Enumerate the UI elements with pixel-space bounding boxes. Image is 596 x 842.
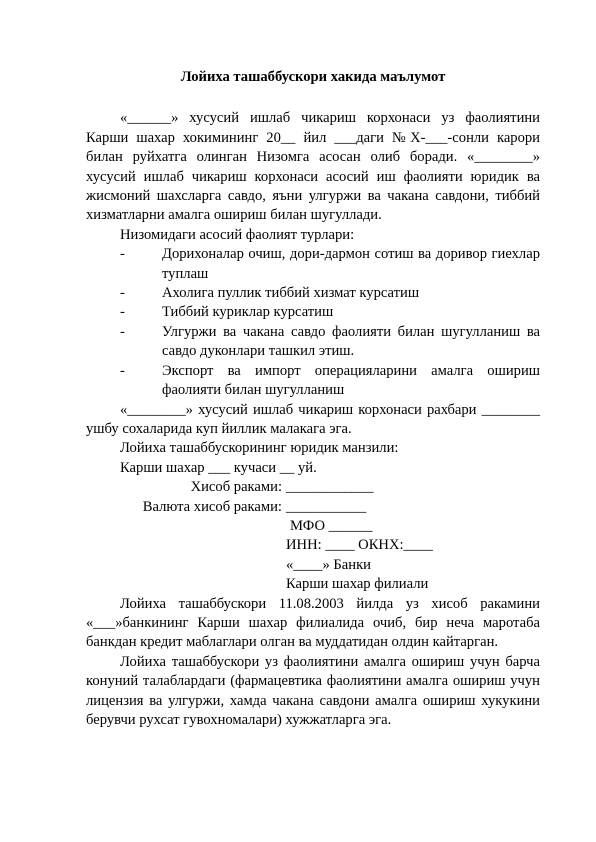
list-item (120, 245, 540, 284)
list-item-text: Тиббий куриклар курсатиш (162, 304, 334, 321)
intro-paragraph: «______» хусусий ишлаб чикариш корхонаси уз фаолиятини Карши шахар хокимининг 20__ йил ___даги №Х-___-сонли карори билан руйхатга олинган Низомга асосан олиб боради. «________» хусусий ишлаб чикариш корхонаси асосий иш фаолияти юридик ва жисмоний шахсларга савдо, яъни улгуржи ва чакана савдони, тиббий хизматларни амалга ошириш билан шугуллади. (86, 110, 540, 224)
document-title: Лойиха ташаббускори хакида маълумот (180, 69, 446, 85)
list-item (120, 284, 540, 303)
list-bullet: - (120, 362, 125, 379)
list-item (120, 362, 540, 401)
activities-heading: Низомидаги асосий фаолият турлари: (120, 226, 355, 243)
mfo-line: МФО ______ (290, 517, 373, 534)
list-bullet: - (120, 323, 125, 340)
list-bullet: - (120, 246, 125, 263)
list-bullet: - (120, 304, 125, 321)
list-item-text: Улгуржи ва чакана савдо фаолияти билан шугулланиш ва савдо дуконлари ташкил этиш. (162, 323, 540, 360)
bank-history-paragraph: Лойиха ташаббускори 11.08.2003 йилда уз хисоб ракамини «___»банкининг Карши шахар филиалида очиб, бир неча маротаба банкдан кредит маблаглари олган ва муддатидан олдин кайтарган. (86, 595, 540, 651)
list-item-text: Ахолига пуллик тиббий хизмат курсатиш (162, 285, 420, 302)
currency-account-row (86, 498, 540, 517)
inn-line: ИНН: ____ ОКНХ:____ (286, 537, 433, 554)
list-bullet: - (120, 285, 125, 302)
list-item-text: Дорихоналар очиш, дори-дармон сотиш ва доривор гиехлар туплаш (162, 246, 540, 282)
address-heading: Лойиха ташаббускорининг юридик манзили: (120, 440, 399, 457)
document-page (86, 68, 540, 730)
currency-account-label: Валюта хисоб раками: (142, 498, 282, 515)
account-label: Хисоб раками: (190, 479, 282, 496)
bank-branch-line: Карши шахар филиали (286, 576, 429, 593)
bank-name-line: «____» Банки (286, 556, 371, 573)
account-value: ____________ (286, 479, 374, 496)
address-line: Карши шахар ___ кучаси __ уй. (120, 459, 317, 476)
list-item-text: Экспорт ва импорт операцияларини амалга ошириш фаолияти билан шугулланиш (162, 362, 540, 399)
license-paragraph: Лойиха ташаббускори уз фаолиятини амалга ошириш учун барча конуний талаблардаги (фармацевтика фаолиятини амалга ошириш учун лицензия ва улгуржи, хамда чакана савдони амалга ошириш хукукини берувчи рухсат гувохномалари) хужжатларга эга. (86, 653, 540, 728)
account-row (86, 478, 540, 497)
list-item (120, 323, 540, 362)
list-item (120, 303, 540, 322)
manager-paragraph: «________» хусусий ишлаб чикариш корхонаси рахбари ________ ушбу сохаларида куп йиллик малакага эга. (86, 401, 540, 437)
currency-account-value: ___________ (286, 498, 367, 515)
